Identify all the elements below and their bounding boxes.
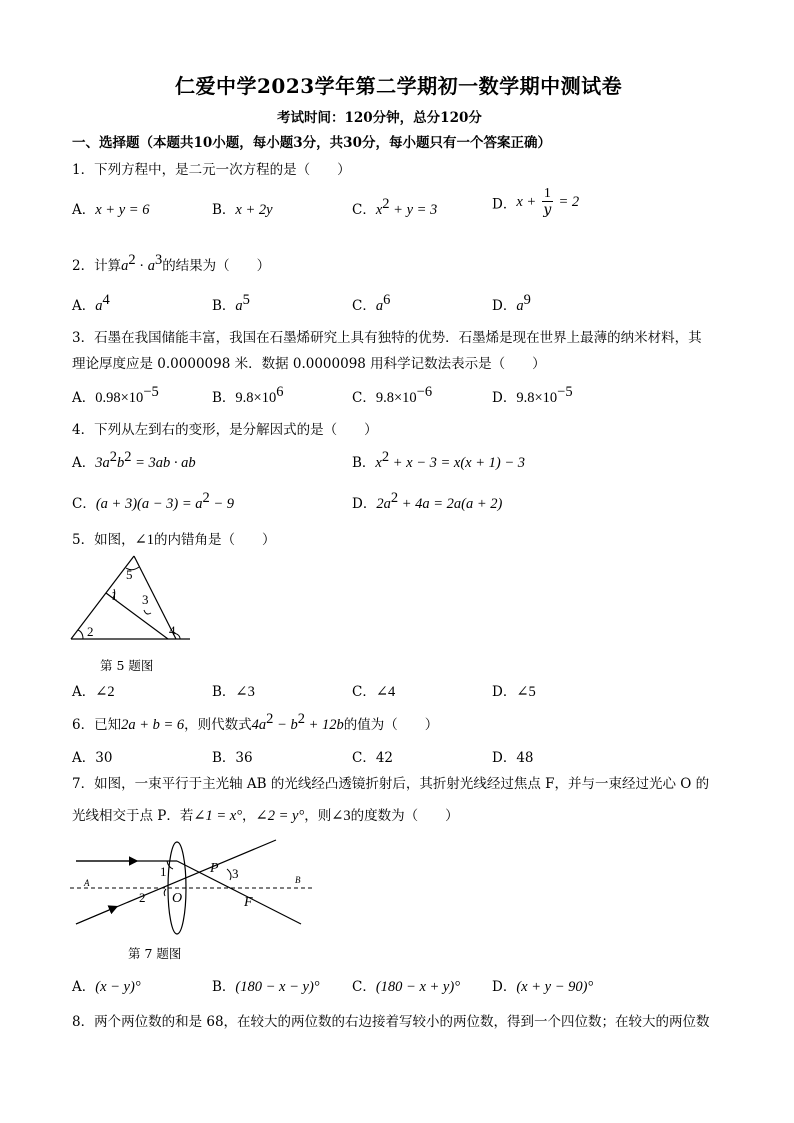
triangle-figure bbox=[66, 552, 196, 647]
question-8-stem-line1: 8．两个两位数的和是 68，在较大的两位数的右边接着写较小的两位数，得到一个四位数；在较大的两位数 bbox=[72, 1014, 710, 1030]
question-7-option-b: B．(180 − x − y)° bbox=[212, 979, 320, 995]
question-2-option-d: D．$a^9$ bbox=[492, 292, 531, 314]
label-1: 1 bbox=[111, 588, 118, 603]
label-2: 2 bbox=[87, 624, 94, 639]
question-3-option-a: A．$0.98\times 10^{-5}$ bbox=[72, 384, 159, 406]
question-4-option-a: A．$3a^2b^2 = 3ab$ · ab bbox=[72, 449, 196, 471]
angle-arc-3 bbox=[144, 610, 151, 614]
question-4-option-c: C．$(a + 3)(a - 3) = a^2 - 9$ bbox=[72, 490, 235, 512]
question-1-option-d: D．x + $\frac{1}{y}$ = 2 bbox=[492, 186, 580, 218]
label-F: F bbox=[244, 895, 253, 910]
angle-arc-2 bbox=[78, 630, 83, 639]
question-2-option-b: B．$a^5$ bbox=[212, 292, 250, 314]
question-3-option-d: D．$9.8\times 10^{-5}$ bbox=[492, 384, 573, 406]
question-7-stem-line1: 7．如图，一束平行于主光轴 AB 的光线经凸透镜折射后，其折射光线经过焦点 F，并与一束经过光心 O 的 bbox=[72, 776, 710, 792]
label-O: O bbox=[172, 891, 183, 906]
angle-arc-3 bbox=[227, 869, 231, 880]
left-side bbox=[71, 556, 134, 639]
page-title: 仁爱中学2023学年第二学期初一数学期中测试卷 bbox=[175, 74, 623, 98]
question-5-option-a: A．∠2 bbox=[72, 684, 115, 700]
lens-figure bbox=[66, 836, 316, 936]
question-3-stem-line1: 3．石墨在我国储能丰富，我国在石墨烯研究上具有独特的优势．石墨烯是现在世界上最薄的纳米材料，其 bbox=[72, 330, 702, 346]
question-4-option-d: D．$2a^2 + 4a = 2a(a + 2)$ bbox=[352, 490, 503, 512]
question-7-option-d: D．(x + y − 90)° bbox=[492, 979, 594, 995]
question-5-option-c: C．∠4 bbox=[352, 684, 396, 700]
label-1: 1 bbox=[160, 864, 167, 879]
label-3: 3 bbox=[232, 866, 239, 881]
question-5-option-d: D．∠5 bbox=[492, 684, 536, 700]
question-3-option-c: C．$9.8\times 10^{-6}$ bbox=[352, 384, 433, 406]
label-2: 2 bbox=[139, 890, 146, 905]
question-1-option-a: A．x + y = 6 bbox=[72, 202, 150, 218]
label-3: 3 bbox=[142, 592, 149, 607]
angle-arc-2 bbox=[164, 889, 166, 896]
question-6-stem: 6．已知2a + b = 6，则代数式$4a^2 - b^2 + 12b$的值为（ ） bbox=[72, 711, 439, 733]
exam-info: 考试时间：120分钟，总分120分 bbox=[277, 110, 482, 126]
figure-5-caption: 第 5 题图 bbox=[100, 658, 154, 673]
question-6-option-b: B．36 bbox=[212, 750, 253, 766]
question-5-option-b: B．∠3 bbox=[212, 684, 255, 700]
section-heading: 一、选择题（本题共10小题，每小题3分，共30分，每小题只有一个答案正确） bbox=[72, 135, 551, 151]
question-1-stem: 1．下列方程中，是二元一次方程的是（ ） bbox=[72, 162, 351, 178]
question-1-option-c: C．$x^2 + y = 3$ bbox=[352, 196, 438, 218]
question-4-stem: 4．下列从左到右的变形，是分解因式的是（ ） bbox=[72, 422, 378, 438]
question-4-option-b: B．$x^2 + x - 3 = x(x + 1) - 3$ bbox=[352, 449, 525, 471]
label-B: B bbox=[295, 875, 301, 885]
question-3-stem-line2: 理论厚度应是 0.0000098 米．数据 0.0000098 用科学记数法表示是（ ） bbox=[72, 356, 546, 372]
label-5: 5 bbox=[126, 567, 133, 582]
question-7-stem-line2: 光线相交于点 P．若∠1 = x°，∠2 = y°，则∠3的度数为（ ） bbox=[72, 808, 459, 824]
label-P: P bbox=[210, 861, 219, 876]
question-5-stem: 5．如图，∠1的内错角是（ ） bbox=[72, 532, 276, 548]
question-6-option-d: D．48 bbox=[492, 750, 534, 766]
label-A: A bbox=[84, 878, 90, 888]
question-6-option-c: C．42 bbox=[352, 750, 394, 766]
question-1-option-b: B．x + 2y bbox=[212, 202, 273, 218]
question-3-option-b: B．$9.8\times 10^6$ bbox=[212, 384, 284, 406]
label-4: 4 bbox=[169, 623, 176, 638]
figure-7-caption: 第 7 题图 bbox=[128, 946, 182, 961]
refracted-ray bbox=[177, 861, 301, 924]
arrow-center-ray bbox=[76, 907, 116, 924]
question-6-option-a: A．30 bbox=[72, 750, 113, 766]
question-2-option-a: A．$a^4$ bbox=[72, 292, 110, 314]
question-2-stem: 2．计算$a^2 \cdot a^3$的结果为（ ） bbox=[72, 252, 271, 274]
question-7-option-a: A．(x − y)° bbox=[72, 979, 141, 995]
question-7-option-c: C．(180 − x + y)° bbox=[352, 979, 460, 995]
question-2-option-c: C．$a^6$ bbox=[352, 292, 391, 314]
